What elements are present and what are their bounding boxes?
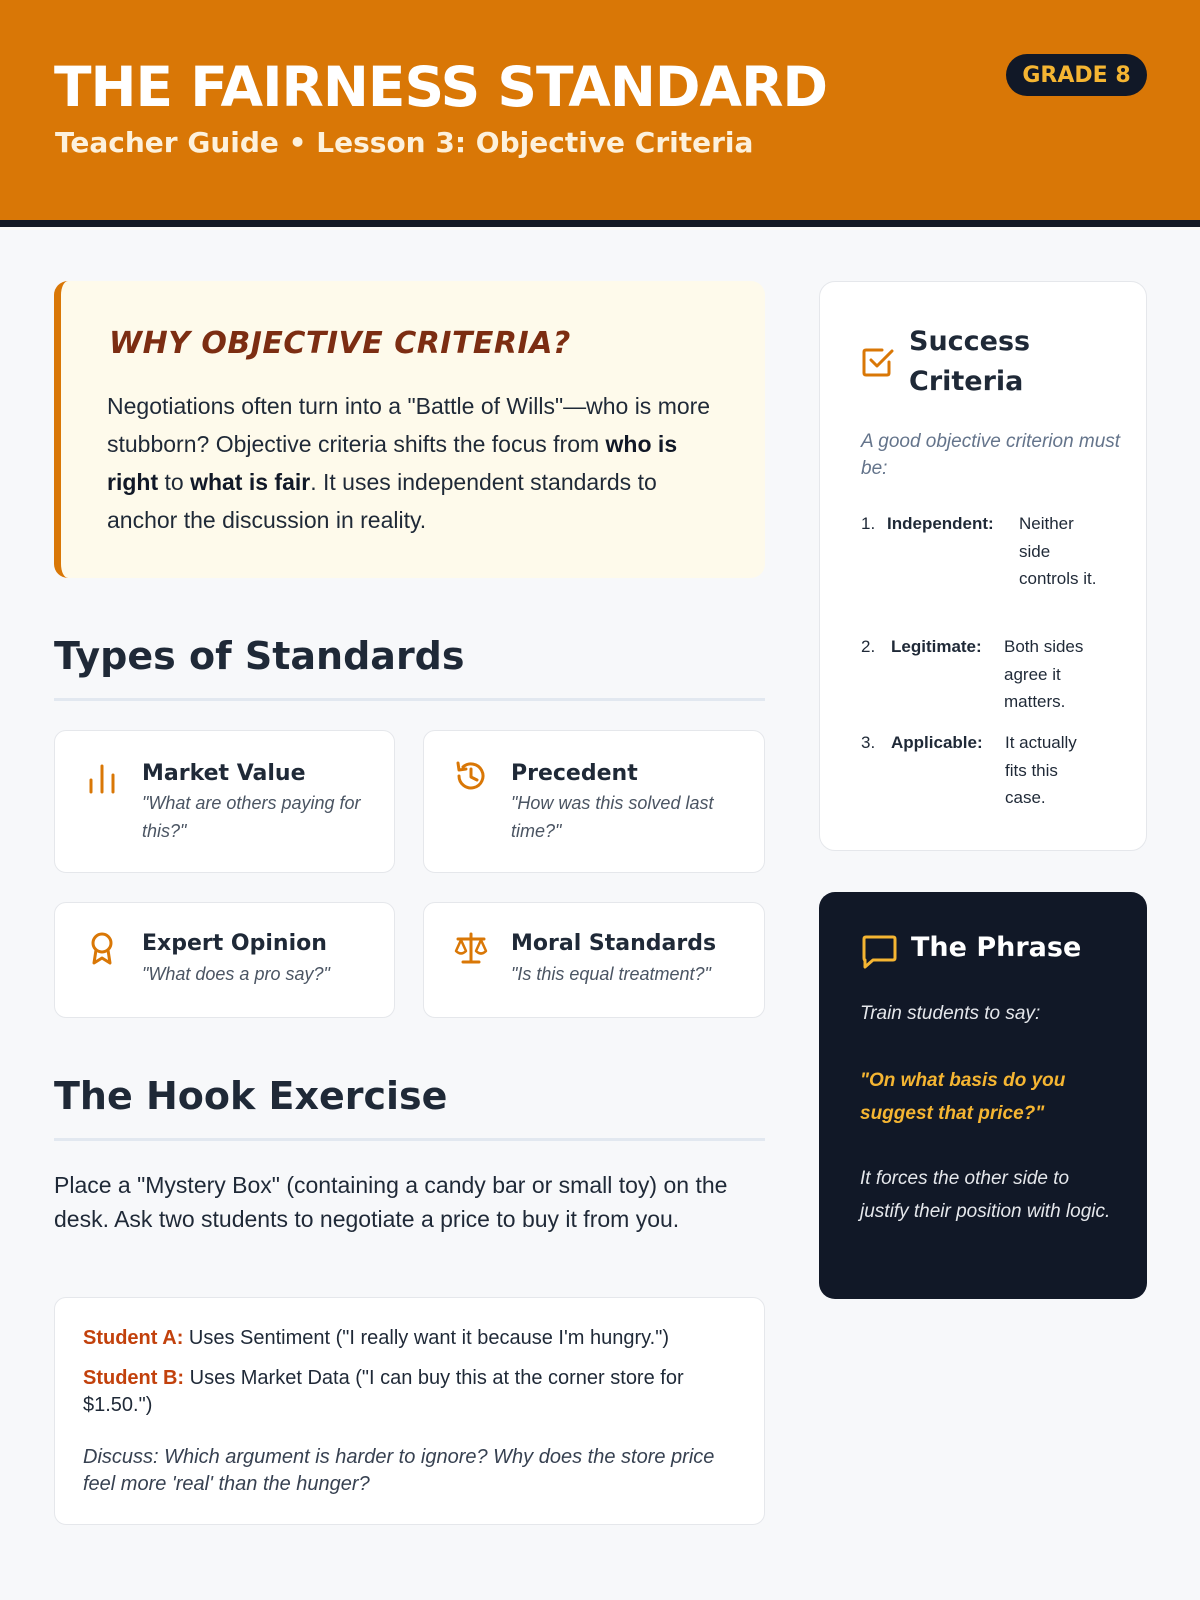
checkbox-check-icon [861, 345, 895, 379]
page-title: THE FAIRNESS STANDARD [54, 55, 828, 119]
criterion-number: 1. [861, 514, 876, 533]
criterion-description: Neither side controls it. [1019, 514, 1097, 588]
bar-chart-icon [85, 761, 119, 795]
success-criteria-card [819, 281, 1147, 851]
standard-question: "What does a pro say?" [142, 964, 330, 984]
phrase-quote: "On what basis do you suggest that price?" [860, 1070, 1066, 1124]
award-icon [85, 931, 119, 965]
standard-name: Market Value [142, 761, 306, 786]
standard-question: "How was this solved last time?" [511, 793, 714, 841]
student-b-label: Student B: [83, 1367, 185, 1389]
discuss-prompt: Discuss: Which argument is harder to ignore? Why does the store price feel more 'real' than the hunger? [83, 1446, 715, 1495]
criterion-description: It actually fits this case. [1005, 733, 1077, 807]
why-heading: WHY OBJECTIVE CRITERIA? [109, 326, 571, 361]
success-criteria-title: Success Criteria [909, 326, 1031, 397]
criterion-term: Applicable: [891, 733, 983, 752]
criterion-number: 2. [861, 637, 876, 656]
standard-name: Moral Standards [511, 931, 717, 956]
scale-icon [454, 931, 488, 965]
criterion-term: Independent: [887, 514, 994, 533]
standard-card-expert-opinion [54, 902, 395, 1018]
why-bold-what-is-fair: what is fair [190, 469, 311, 495]
why-text-part: . It uses independent standards to anchor the discussion in reality. [107, 469, 657, 533]
page-subtitle: Teacher Guide • Lesson 3: Objective Criteria [55, 126, 754, 159]
why-objective-criteria-box [54, 281, 765, 578]
student-b-line [83, 1365, 733, 1419]
grade-badge: GRADE 8 [1006, 54, 1147, 96]
why-paragraph [107, 387, 727, 539]
speech-bubble-icon [860, 934, 898, 970]
standard-name: Expert Opinion [142, 931, 327, 956]
criterion-description: Both sides agree it matters. [1004, 637, 1084, 711]
hook-heading: The Hook Exercise [54, 1074, 448, 1118]
phrase-note: It forces the other side to justify their position with logic. [860, 1168, 1111, 1222]
standard-card-moral-standards [423, 902, 765, 1018]
phrase-title: The Phrase [911, 932, 1082, 963]
why-bold-who-is-right: who is right [107, 431, 678, 495]
standards-divider [54, 698, 765, 701]
success-criteria-intro: A good objective criterion must be: [861, 431, 1121, 479]
standard-card-market-value [54, 730, 395, 873]
phrase-card [819, 892, 1147, 1299]
criterion-term: Legitimate: [891, 637, 982, 656]
why-text-part: to [158, 469, 191, 495]
hook-divider [54, 1138, 765, 1141]
standard-card-precedent [423, 730, 765, 873]
student-a-label: Student A: [83, 1327, 184, 1349]
student-a-line [83, 1325, 733, 1352]
student-a-text: Uses Sentiment ("I really want it because I'm hungry.") [183, 1327, 669, 1349]
standard-name: Precedent [511, 761, 638, 786]
phrase-intro: Train students to say: [860, 1003, 1041, 1024]
standard-question: "Is this equal treatment?" [511, 964, 711, 984]
history-icon [454, 759, 488, 793]
criterion-number: 3. [861, 733, 876, 752]
standards-heading: Types of Standards [54, 634, 465, 678]
student-b-text: Uses Market Data ("I can buy this at the corner store for $1.50.") [83, 1367, 684, 1416]
hook-paragraph: Place a "Mystery Box" (containing a candy bar or small toy) on the desk. Ask two students to negotiate a price to buy it from you. [54, 1172, 728, 1232]
page-header [0, 0, 1200, 227]
standard-question: "What are others paying for this?" [142, 793, 361, 841]
why-text-part: Negotiations often turn into a "Battle of Wills"—who is more stubborn? Objective criteria shifts the focus from [107, 393, 711, 457]
hook-card [54, 1297, 765, 1525]
